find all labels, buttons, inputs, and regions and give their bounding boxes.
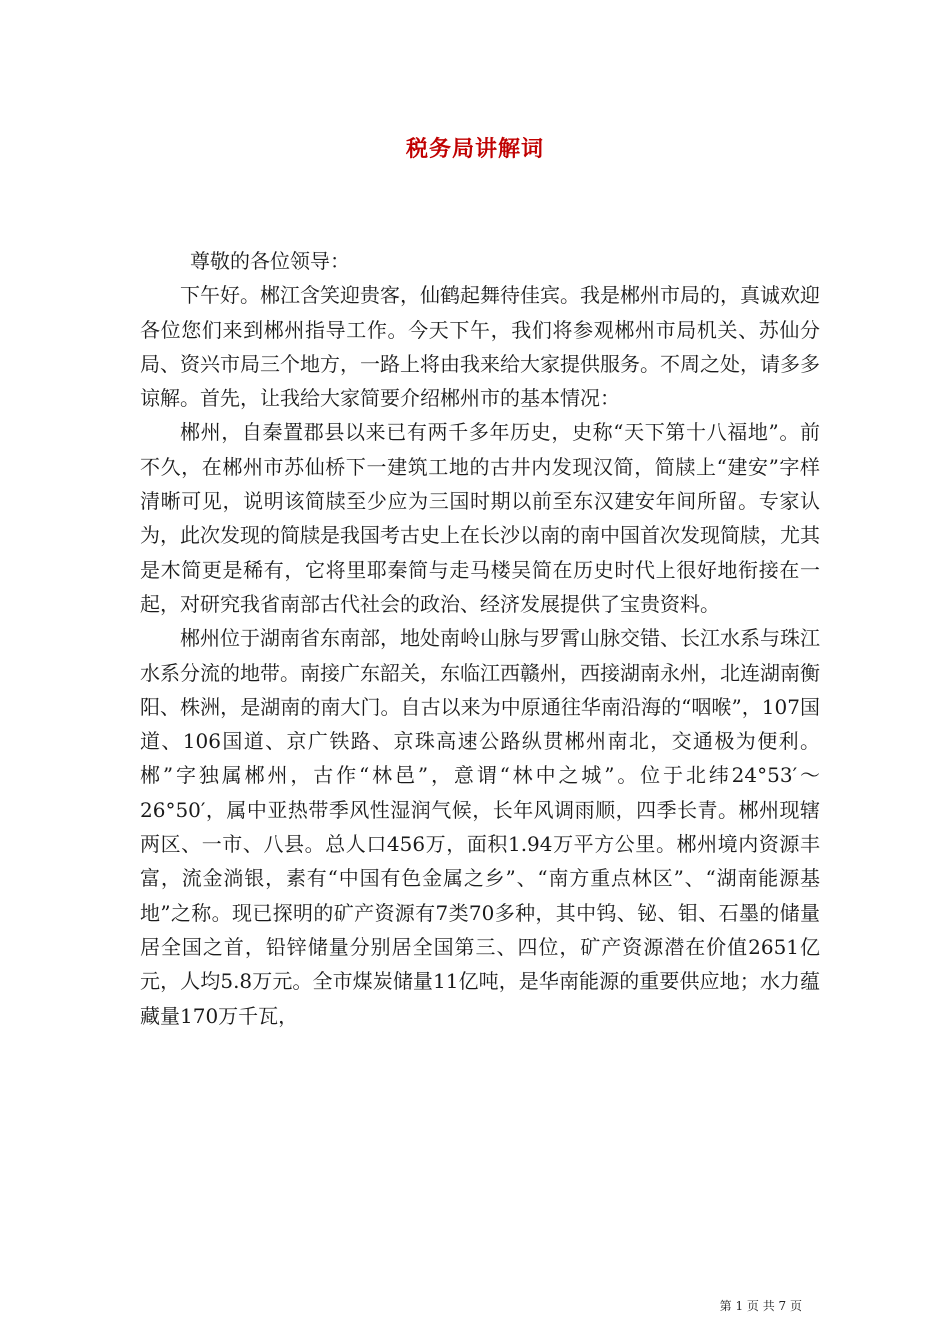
greeting-line: 尊敬的各位领导： [190,249,350,273]
paragraph-intro: 下午好。郴江含笑迎贵客，仙鹤起舞待佳宾。我是郴州市局的，真诚欢迎各位您们来到郴州指导工作。今天下午，我们将参观郴州市局机关、苏仙分局、资兴市局三个地方，一路上将由我来给大家提供服务。不周之处，请多多谅解。首先，让我给大家简要介绍郴州市的基本情况： [140,283,820,411]
paragraph-geography: 郴州位于湖南省东南部，地处南岭山脉与罗霄山脉交错、长江水系与珠江水系分流的地带。南接广东韶关，东临江西赣州，西接湖南永州，北连湖南衡阳、株洲，是湖南的南大门。自古以来为中原通往华南沿海的“咽喉”，107国道、106国道、京广铁路、京珠高速公路纵贯郴州南北，交通极为便利。郴”字独属郴州，古作“林邑”，意谓“林中之城”。位于北纬24°53′～26°50′，属中亚热带季风性湿润气候，长年风调雨顺，四季长青。郴州现辖两区、一市、八县。总人口456万，面积1.94万平方公里。郴州境内资源丰富，流金淌银，素有“中国有色金属之乡”、“南方重点林区”、“湖南能源基地”之称。现已探明的矿产资源有7类70多种，其中钨、铋、钼、石墨的储量居全国之首，铅锌储量分别居全国第三、四位，矿产资源潜在价值2651亿元，人均5.8万元。全市煤炭储量11亿吨，是华南能源的重要供应地；水力蕴藏量170万千瓦， [140,626,820,1028]
page-number-footer: 第 1 页 共 7 页 [719,1299,802,1313]
document-body [140,244,820,1033]
paragraph-history: 郴州，自秦置郡县以来已有两千多年历史，史称“天下第十八福地”。前不久，在郴州市苏仙桥下一建筑工地的古井内发现汉简，简牍上“建安”字样清晰可见，说明该简牍至少应为三国时期以前至东汉建安年间所留。专家认为，此次发现的简牍是我国考古史上在长沙以南的南中国首次发现简牍，尤其是木简更是稀有，它将里耶秦简与走马楼吴简在历史时代上很好地衔接在一起，对研究我省南部古代社会的政治、经济发展提供了宝贵资料。 [140,420,820,616]
document-title: 税务局讲解词 [405,136,544,162]
